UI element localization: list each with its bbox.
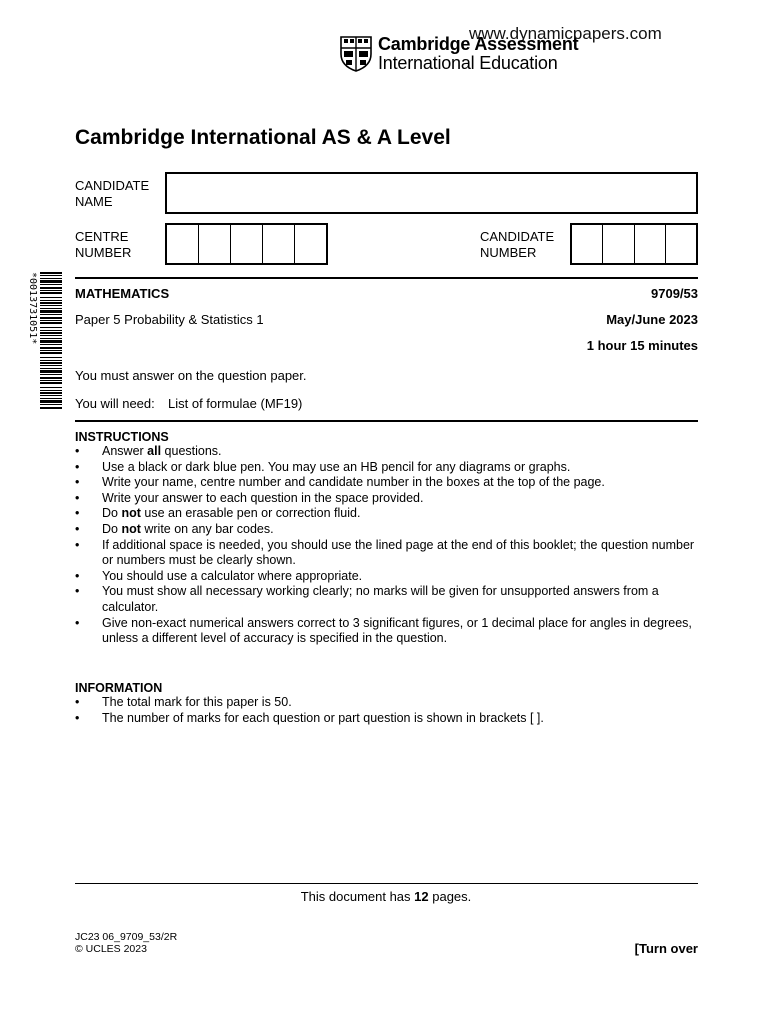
list-item: • Do not use an erasable pen or correction fluid. bbox=[75, 506, 698, 522]
list-item: • If additional space is needed, you should use the lined page at the end of this booklet; the question number or numbers must be clearly shown. bbox=[75, 538, 698, 569]
list-item: • The total mark for this paper is 50. bbox=[75, 695, 698, 711]
instructions-section bbox=[75, 430, 698, 647]
information-heading: INFORMATION bbox=[75, 681, 163, 695]
watermark-url: www.dynamicpapers.com bbox=[469, 24, 662, 43]
barcode-text: *0013731051* bbox=[27, 272, 38, 345]
barcode bbox=[24, 272, 64, 410]
number-cell[interactable] bbox=[666, 225, 696, 263]
list-item: • Write your answer to each question in the space provided. bbox=[75, 491, 698, 507]
exam-duration: 1 hour 15 minutes bbox=[586, 338, 698, 353]
exam-session: May/June 2023 bbox=[606, 312, 698, 327]
list-item: • Do not write on any bar codes. bbox=[75, 522, 698, 538]
candidate-name-field[interactable] bbox=[165, 172, 698, 214]
divider-middle bbox=[75, 420, 698, 422]
centre-number-label-line-1: CENTRE bbox=[75, 229, 129, 244]
page-count-pre: This document has bbox=[300, 889, 415, 904]
number-cell[interactable] bbox=[199, 225, 231, 263]
footer-divider bbox=[75, 883, 698, 884]
need-label: You will need: bbox=[75, 396, 155, 411]
list-item: • You must show all necessary working clearly; no marks will be given for unsupported answers from a calculator. bbox=[75, 584, 698, 615]
shield-crest-icon bbox=[340, 36, 372, 72]
information-list bbox=[75, 695, 698, 726]
candidate-name-label-line-1: CANDIDATE bbox=[75, 178, 150, 193]
candidate-number-field[interactable] bbox=[570, 223, 698, 265]
number-cell[interactable] bbox=[572, 225, 603, 263]
candidate-name-label-line-2: NAME bbox=[75, 194, 113, 209]
cambridge-logo bbox=[340, 34, 580, 74]
page-count bbox=[0, 889, 768, 904]
list-item: • The number of marks for each question or part question is shown in brackets [ ]. bbox=[75, 711, 698, 727]
centre-number-label-line-2: NUMBER bbox=[75, 245, 132, 260]
number-cell[interactable] bbox=[603, 225, 634, 263]
subject-code: 9709/53 bbox=[651, 286, 698, 301]
subject-name: MATHEMATICS bbox=[75, 286, 170, 301]
number-cell[interactable] bbox=[167, 225, 199, 263]
need-value: List of formulae (MF19) bbox=[168, 396, 303, 411]
candidate-number-label bbox=[480, 229, 554, 261]
list-item: • You should use a calculator where appropriate. bbox=[75, 569, 698, 585]
divider-top bbox=[75, 277, 698, 279]
list-item: • Give non-exact numerical answers correct to 3 significant figures, or 1 decimal place for angles in degrees, unless a different level of accuracy is specified in the question. bbox=[75, 616, 698, 647]
logo-line-1: Cambridge Assessment bbox=[378, 34, 579, 54]
centre-number-field[interactable] bbox=[165, 223, 328, 265]
logo-line-2: International Education bbox=[378, 53, 558, 73]
answer-instruction: You must answer on the question paper. bbox=[75, 368, 307, 383]
turn-over: [Turn over bbox=[634, 941, 698, 956]
instructions-list bbox=[75, 444, 698, 647]
document-code: JC23 06_9709_53/2R bbox=[75, 931, 178, 943]
candidate-name-label bbox=[75, 178, 149, 210]
copyright: © UCLES 2023 bbox=[75, 943, 147, 955]
number-cell[interactable] bbox=[231, 225, 263, 263]
paper-reference bbox=[75, 931, 177, 955]
list-item: • Answer all questions. bbox=[75, 444, 698, 460]
list-item: • Use a black or dark blue pen. You may use an HB pencil for any diagrams or graphs. bbox=[75, 460, 698, 476]
instructions-heading: INSTRUCTIONS bbox=[75, 430, 169, 444]
information-section bbox=[75, 681, 698, 726]
number-cell[interactable] bbox=[635, 225, 666, 263]
paper-title: Paper 5 Probability & Statistics 1 bbox=[75, 312, 264, 327]
number-cell[interactable] bbox=[295, 225, 326, 263]
number-cell[interactable] bbox=[263, 225, 295, 263]
barcode-bars-icon bbox=[40, 272, 62, 410]
candidate-number-label-line-1: CANDIDATE bbox=[480, 229, 555, 244]
page-count-post: pages. bbox=[428, 889, 472, 904]
list-item: • Write your name, centre number and candidate number in the boxes at the top of the page. bbox=[75, 475, 698, 491]
requirements-line bbox=[75, 396, 302, 411]
page-count-number: 12 bbox=[414, 889, 429, 904]
qualification-title: Cambridge International AS & A Level bbox=[75, 126, 451, 149]
centre-number-label bbox=[75, 229, 131, 261]
candidate-number-label-line-2: NUMBER bbox=[480, 245, 537, 260]
